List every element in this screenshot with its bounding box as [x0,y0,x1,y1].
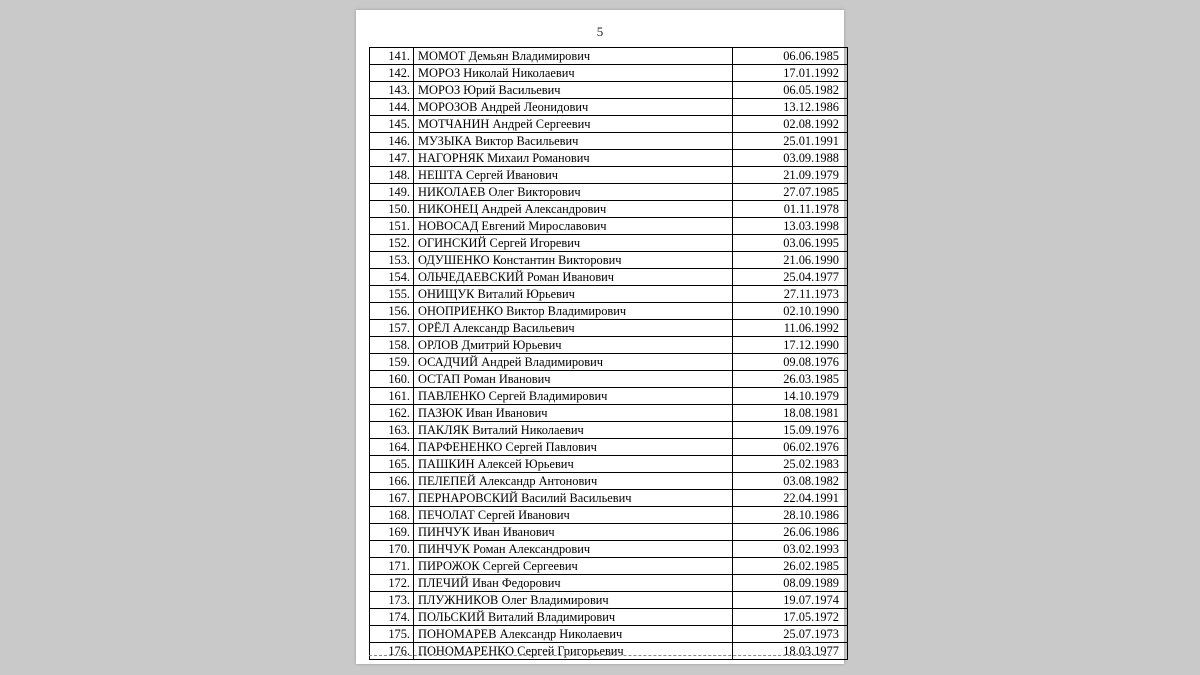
person-name: МОМОТ Демьян Владимирович [414,48,733,65]
person-name: ОДУШЕНКО Константин Викторович [414,252,733,269]
person-name: ПАЗЮК Иван Иванович [414,405,733,422]
birth-date: 03.02.1993 [733,541,848,558]
row-number: 167. [370,490,414,507]
person-name: ОРЁЛ Александр Васильевич [414,320,733,337]
row-number: 174. [370,609,414,626]
row-number: 152. [370,235,414,252]
table-row [370,150,848,167]
page-number: 5 [596,24,604,39]
table-row [370,218,848,235]
table-row [370,575,848,592]
row-number: 146. [370,133,414,150]
person-name: ПЕЛЕПЕЙ Александр Антонович [414,473,733,490]
table-row [370,524,848,541]
row-number: 151. [370,218,414,235]
birth-date: 03.09.1988 [733,150,848,167]
row-number: 160. [370,371,414,388]
birth-date: 01.11.1978 [733,201,848,218]
table-row [370,439,848,456]
birth-date: 27.07.1985 [733,184,848,201]
row-number: 168. [370,507,414,524]
table-row [370,609,848,626]
table-row [370,405,848,422]
row-number: 147. [370,150,414,167]
birth-date: 02.08.1992 [733,116,848,133]
table-row [370,65,848,82]
birth-date: 17.05.1972 [733,609,848,626]
birth-date: 13.03.1998 [733,218,848,235]
row-number: 172. [370,575,414,592]
person-name: ПИНЧУК Иван Иванович [414,524,733,541]
table-row [370,116,848,133]
person-name: ПЕРНАРОВСКИЙ Василий Васильевич [414,490,733,507]
table-row [370,235,848,252]
birth-date: 03.06.1995 [733,235,848,252]
birth-date: 22.04.1991 [733,490,848,507]
birth-date: 14.10.1979 [733,388,848,405]
row-number: 165. [370,456,414,473]
person-name: ПИНЧУК Роман Александрович [414,541,733,558]
row-number: 142. [370,65,414,82]
person-name: ПАРФЕНЕНКО Сергей Павлович [414,439,733,456]
row-number: 143. [370,82,414,99]
row-number: 164. [370,439,414,456]
row-number: 154. [370,269,414,286]
person-name: ПОНОМАРЕВ Александр Николаевич [414,626,733,643]
row-number: 144. [370,99,414,116]
person-name: НОВОСАД Евгений Мирославович [414,218,733,235]
person-name: МОРОЗ Юрий Васильевич [414,82,733,99]
birth-date: 27.11.1973 [733,286,848,303]
birth-date: 17.12.1990 [733,337,848,354]
birth-date: 18.03.1977 [733,643,848,660]
roster-table [369,47,848,660]
table-row [370,473,848,490]
birth-date: 25.07.1973 [733,626,848,643]
table-row [370,320,848,337]
row-number: 161. [370,388,414,405]
row-number: 145. [370,116,414,133]
birth-date: 09.08.1976 [733,354,848,371]
table-row [370,354,848,371]
row-number: 163. [370,422,414,439]
birth-date: 25.01.1991 [733,133,848,150]
person-name: НИКОНЕЦ Андрей Александрович [414,201,733,218]
birth-date: 25.04.1977 [733,269,848,286]
person-name: ПИРОЖОК Сергей Сергеевич [414,558,733,575]
person-name: ПАКЛЯК Виталий Николаевич [414,422,733,439]
birth-date: 28.10.1986 [733,507,848,524]
row-number: 149. [370,184,414,201]
person-name: ОЛЬЧЕДАЕВСКИЙ Роман Иванович [414,269,733,286]
table-row [370,99,848,116]
person-name: НЕШТА Сергей Иванович [414,167,733,184]
row-number: 173. [370,592,414,609]
table-row [370,422,848,439]
table-row [370,507,848,524]
birth-date: 26.06.1986 [733,524,848,541]
person-name: ПЛЕЧИЙ Иван Федорович [414,575,733,592]
row-number: 162. [370,405,414,422]
row-number: 166. [370,473,414,490]
row-number: 170. [370,541,414,558]
birth-date: 21.09.1979 [733,167,848,184]
birth-date: 03.08.1982 [733,473,848,490]
row-number: 171. [370,558,414,575]
person-name: МОРОЗ Николай Николаевич [414,65,733,82]
table-row [370,643,848,660]
table-row [370,541,848,558]
row-number: 169. [370,524,414,541]
birth-date: 15.09.1976 [733,422,848,439]
row-number: 158. [370,337,414,354]
birth-date: 06.02.1976 [733,439,848,456]
table-row [370,558,848,575]
birth-date: 08.09.1989 [733,575,848,592]
row-number: 150. [370,201,414,218]
person-name: ПАШКИН Алексей Юрьевич [414,456,733,473]
row-number: 175. [370,626,414,643]
birth-date: 26.02.1985 [733,558,848,575]
person-name: МОРОЗОВ Андрей Леонидович [414,99,733,116]
person-name: ПЕЧОЛАТ Сергей Иванович [414,507,733,524]
table-row [370,303,848,320]
person-name: ПЛУЖНИКОВ Олег Владимирович [414,592,733,609]
table-row [370,286,848,303]
person-name: ОСТАП Роман Иванович [414,371,733,388]
person-name: МУЗЫКА Виктор Васильевич [414,133,733,150]
person-name: ОРЛОВ Дмитрий Юрьевич [414,337,733,354]
person-name: ОСАДЧИЙ Андрей Владимирович [414,354,733,371]
table-row [370,337,848,354]
row-number: 176. [370,643,414,660]
table-row [370,167,848,184]
person-name: ПОНОМАРЕНКО Сергей Григорьевич [414,643,733,660]
person-name: МОТЧАНИН Андрей Сергеевич [414,116,733,133]
person-name: ПАВЛЕНКО Сергей Владимирович [414,388,733,405]
birth-date: 02.10.1990 [733,303,848,320]
table-row [370,592,848,609]
person-name: ОНОПРИЕНКО Виктор Владимирович [414,303,733,320]
row-number: 156. [370,303,414,320]
person-name: ПОЛЬСКИЙ Виталий Владимирович [414,609,733,626]
person-name: ОНИЩУК Виталий Юрьевич [414,286,733,303]
table-row [370,252,848,269]
roster-body [370,48,848,660]
document-page [356,10,844,664]
table-row [370,48,848,65]
row-number: 157. [370,320,414,337]
table-row [370,184,848,201]
table-row [370,133,848,150]
table-row [370,82,848,99]
table-row [370,490,848,507]
birth-date: 19.07.1974 [733,592,848,609]
row-number: 159. [370,354,414,371]
birth-date: 13.12.1986 [733,99,848,116]
row-number: 141. [370,48,414,65]
table-row [370,269,848,286]
birth-date: 06.05.1982 [733,82,848,99]
birth-date: 11.06.1992 [733,320,848,337]
person-name: ОГИНСКИЙ Сергей Игоревич [414,235,733,252]
birth-date: 17.01.1992 [733,65,848,82]
birth-date: 25.02.1983 [733,456,848,473]
person-name: НИКОЛАЕВ Олег Викторович [414,184,733,201]
row-number: 148. [370,167,414,184]
table-row [370,371,848,388]
table-row [370,626,848,643]
person-name: НАГОРНЯК Михаил Романович [414,150,733,167]
birth-date: 18.08.1981 [733,405,848,422]
birth-date: 26.03.1985 [733,371,848,388]
page-cut-line [369,655,831,656]
row-number: 153. [370,252,414,269]
birth-date: 21.06.1990 [733,252,848,269]
birth-date: 06.06.1985 [733,48,848,65]
row-number: 155. [370,286,414,303]
table-row [370,388,848,405]
table-row [370,456,848,473]
table-row [370,201,848,218]
